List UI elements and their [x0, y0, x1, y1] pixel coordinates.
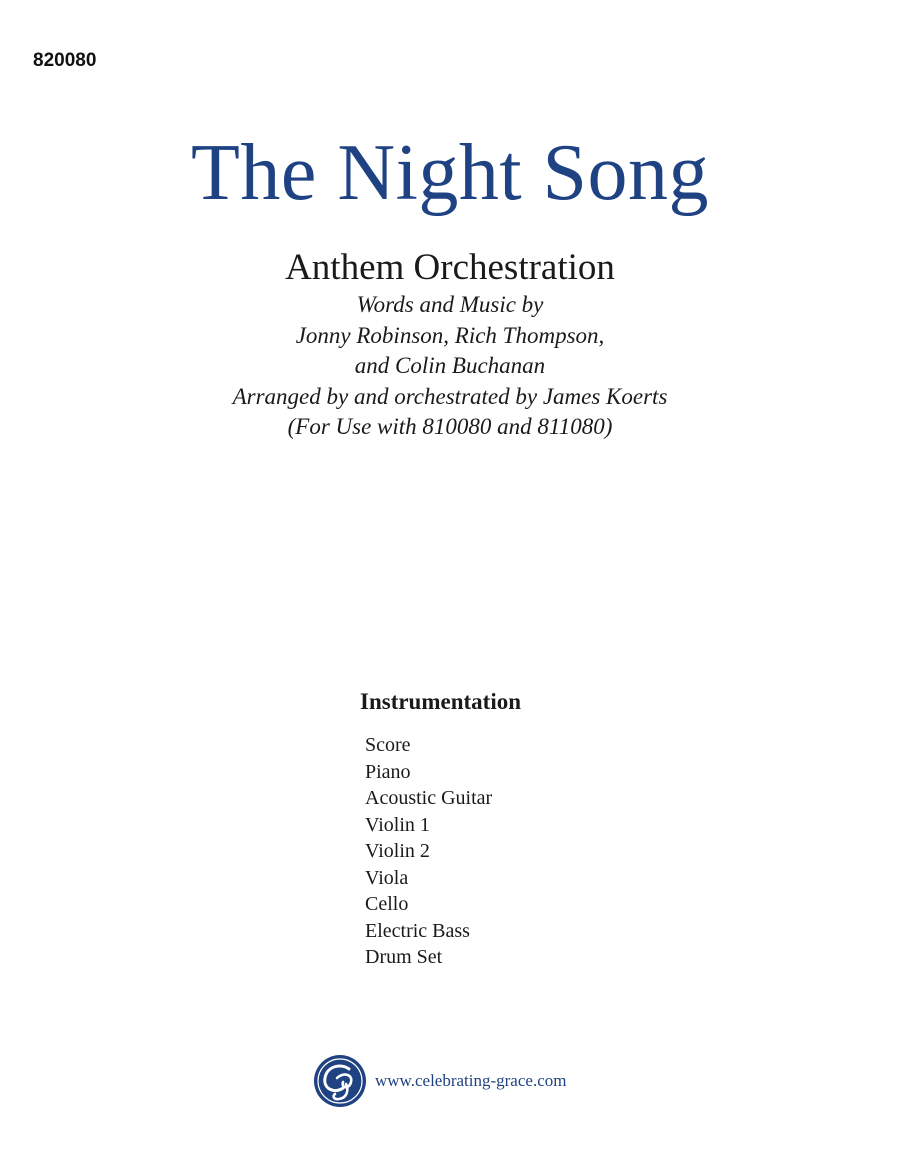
instrument-item: Score	[365, 734, 411, 756]
instrument-item: Electric Bass	[365, 919, 470, 942]
credits-block	[0, 290, 900, 443]
credits-line-composers-cont: and Colin Buchanan	[354, 353, 546, 378]
credits-line-words-music: Words and Music by	[356, 292, 544, 317]
footer	[313, 1054, 566, 1108]
instrument-item: Violin 1	[365, 813, 430, 836]
product-code: 820080	[33, 50, 97, 71]
instrument-item: Cello	[365, 893, 409, 915]
instrument-item: Piano	[365, 760, 411, 783]
website-link[interactable]: www.celebrating-grace.com	[375, 1071, 567, 1090]
instrument-item: Violin 2	[365, 840, 430, 862]
instrument-item: Viola	[365, 866, 409, 889]
instrument-item: Acoustic Guitar	[365, 787, 493, 809]
subtitle: Anthem Orchestration	[285, 247, 615, 288]
instrumentation-heading: Instrumentation	[360, 689, 522, 714]
credits-line-use-with: (For Use with 810080 and 811080)	[287, 414, 613, 439]
instrument-item: Drum Set	[365, 946, 443, 968]
celebrating-grace-logo-icon	[313, 1054, 367, 1108]
credits-line-arranger: Arranged by and orchestrated by James Koerts	[232, 383, 668, 409]
credits-line-composers: Jonny Robinson, Rich Thompson,	[295, 322, 605, 348]
instrumentation-list	[365, 732, 492, 971]
page-title: The Night Song	[190, 129, 710, 217]
